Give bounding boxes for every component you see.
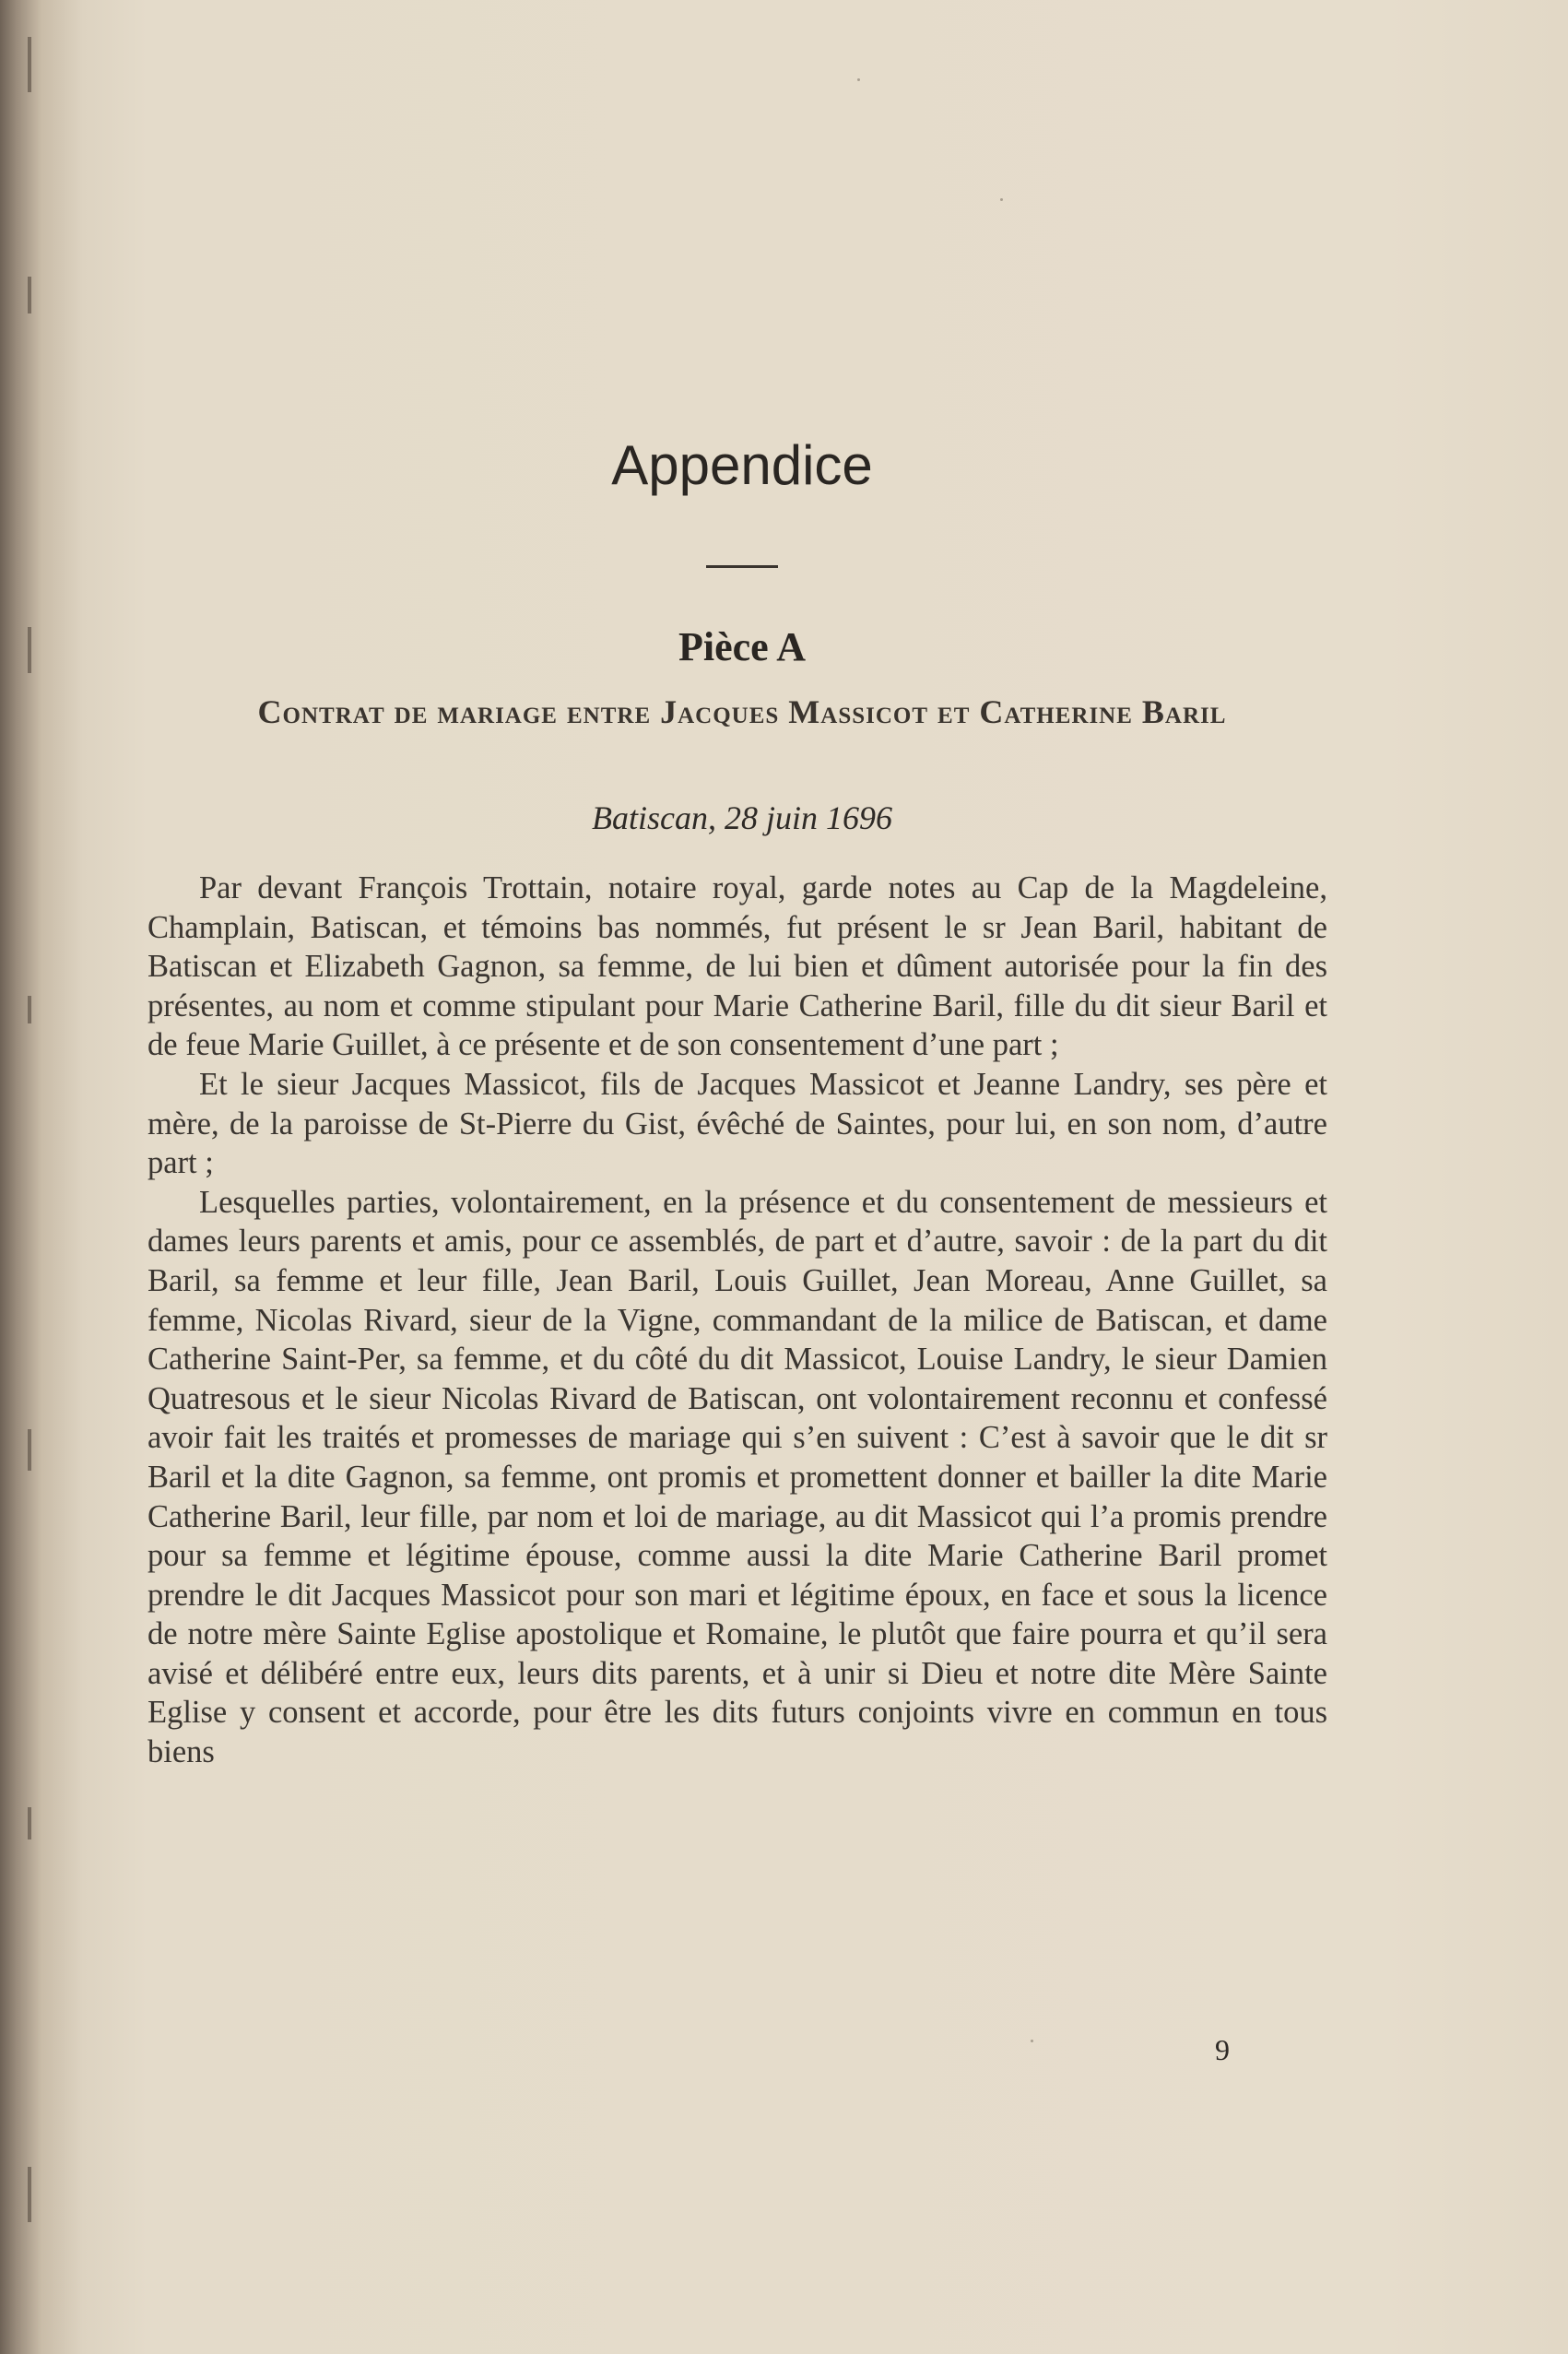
piece-subtitle: Contrat de mariage entre Jacques Massicot et Catherine Baril (257, 693, 1227, 730)
binding-mark (28, 996, 31, 1023)
title-divider (706, 565, 778, 568)
binding-mark (28, 37, 31, 92)
paragraph: Et le sieur Jacques Massicot, fils de Jacques Massicot et Jeanne Landry, ses père et mère, de la paroisse de St-Pierre du Gist, évêché de Saintes, pour lui, en son nom, d’autre part ; (147, 1066, 1327, 1181)
binding-mark (28, 1429, 31, 1471)
body-text (147, 869, 1327, 1772)
binding-mark (28, 277, 31, 313)
paper-speck (1000, 198, 1003, 201)
binding-mark (28, 1807, 31, 1839)
paper-speck (857, 78, 860, 81)
binding-mark (28, 2167, 31, 2222)
piece-title: Pièce A (678, 624, 807, 669)
page-title: Appendice (611, 434, 873, 496)
paragraph: Par devant François Trottain, notaire royal, garde notes au Cap de la Magdeleine, Champlain, Batiscan, et témoins bas nommés, fut présent le sr Jean Baril, habitant de Batiscan et Elizabeth Gagnon, sa femme, de lui bien et dûment autorisée pour la fin des présentes, au nom et comme stipulant pour Marie Catherine Baril, fille du dit sieur Baril et de feue Marie Guillet, à ce présente et de son consentement d’une part ; (147, 870, 1327, 1063)
dateline: Batiscan, 28 juin 1696 (592, 799, 892, 836)
paper-speck (1031, 2040, 1033, 2042)
paragraph: Lesquelles parties, volontairement, en la présence et du consentement de messieurs et dames leurs parents et amis, pour ce assemblés, de part et d’autre, savoir : de la part du dit Baril, sa femme et leur fille, Jean Baril, Louis Guillet, Jean Moreau, Anne Guillet, sa femme, Nicolas Rivard, sieur de la Vigne, commandant de la milice de Batiscan, et dame Catherine Saint-Per, sa femme, et du côté du dit Massicot, Louise Landry, le sieur Damien Quatresous et le sieur Nicolas Rivard de Batiscan, ont volontairement reconnu et confessé avoir fait les traités et promesses de mariage qui s’en suivent : C’est à savoir que le dit sr Baril et la dite Gagnon, sa femme, ont promis et promettent donner et bailler la dite Marie Catherine Baril, leur fille, par nom et loi de mariage, au dit Massicot qui l’a promis prendre pour sa femme et légitime épouse, comme aussi la dite Marie Catherine Baril promet prendre le dit Jacques Massicot pour son mari et légitime époux, en face et sous la licence de notre mère Sainte Eglise apostolique et Romaine, le plutôt que faire pourra et qu’il sera avisé et délibéré entre eux, leurs dits parents, et à unir si Dieu et notre dite Mère Sainte Eglise y consent et accorde, pour être les dits futurs conjoints vivre en commun en tous biens (147, 1184, 1327, 1770)
page-number: 9 (1215, 2033, 1230, 2066)
